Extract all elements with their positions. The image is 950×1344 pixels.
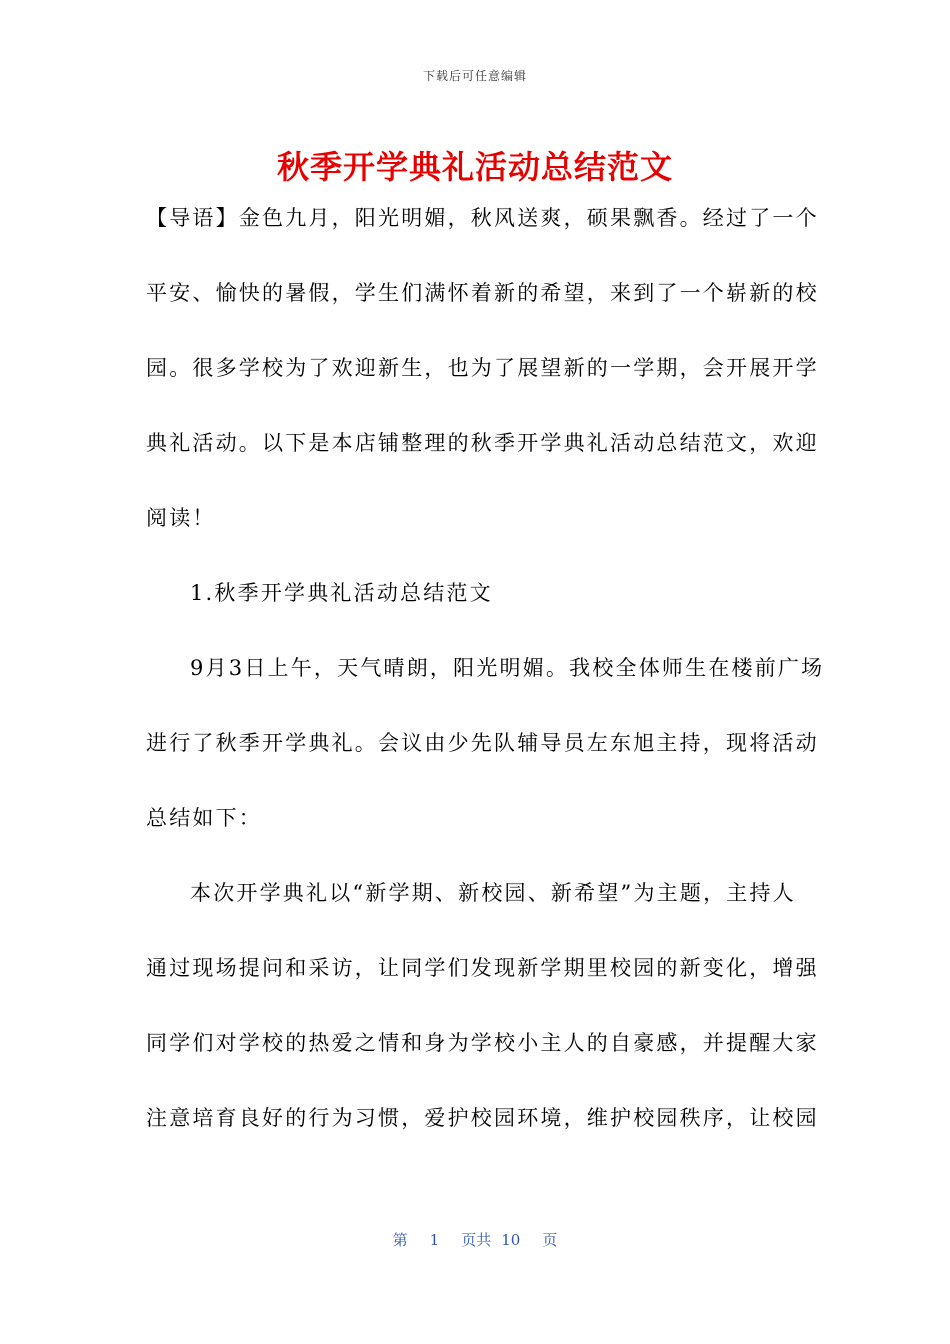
document-body (146, 181, 825, 1156)
document-title: 秋季开学典礼活动总结范文 (276, 148, 673, 186)
paragraph-theme (146, 856, 819, 1156)
text-line: 同学们对学校的热爱之情和身为学校小主人的自豪感，并提醒大家 (146, 1031, 819, 1055)
text-line: 平安、愉快的暑假，学生们满怀着新的希望，来到了一个崭新的校 (146, 281, 819, 305)
text-line: 总结如下： (146, 806, 262, 830)
text-line: 【导语】金色九月，阳光明媚，秋风送爽，硕果飘香。经过了一个 (146, 206, 819, 230)
page-suffix: 页 (542, 1231, 558, 1249)
text-line: 园。很多学校为了欢迎新生，也为了展望新的一学期，会开展开学 (146, 356, 819, 380)
paragraph-section-heading (146, 556, 811, 631)
paragraph-intro (146, 181, 819, 556)
paragraph-event (146, 631, 825, 856)
text-line: 阅读！ (146, 506, 216, 530)
text-line: 进行了秋季开学典礼。会议由少先队辅导员左东旭主持，现将活动 (146, 731, 819, 755)
header-note: 下载后可任意编辑 (422, 69, 527, 83)
page-mid: 页共 (461, 1231, 492, 1249)
text-line: 典礼活动。以下是本店铺整理的秋季开学典礼活动总结范文，欢迎 (146, 431, 819, 455)
page-footer (0, 1229, 950, 1250)
section-heading: 1.秋季开学典礼活动总结范文 (190, 581, 493, 605)
text-line: 本次开学典礼以“新学期、新校园、新希望”为主题，主持人 (190, 881, 796, 905)
text-line: 注意培育良好的行为习惯，爱护校园环境，维护校园秩序，让校园 (146, 1106, 819, 1130)
page-total: 10 (501, 1231, 521, 1249)
page-prefix: 第 (392, 1231, 408, 1249)
page-current: 1 (429, 1231, 440, 1249)
text-line: 9月3日上午，天气晴朗，阳光明媚。我校全体师生在楼前广场 (190, 656, 825, 680)
text-line: 通过现场提问和采访，让同学们发现新学期里校园的新变化，增强 (146, 956, 819, 980)
